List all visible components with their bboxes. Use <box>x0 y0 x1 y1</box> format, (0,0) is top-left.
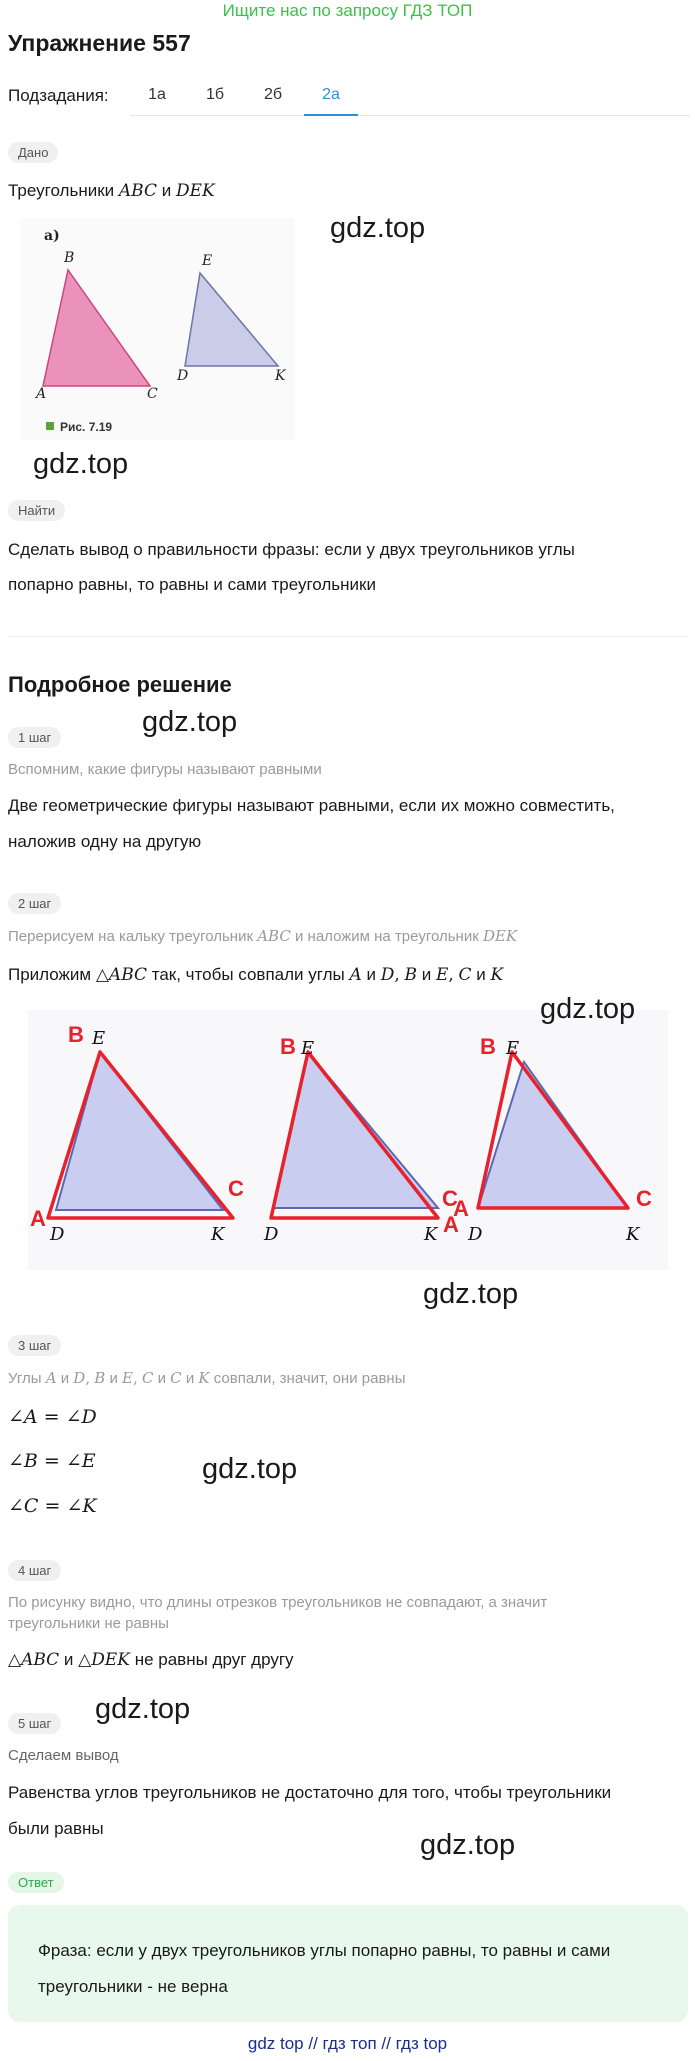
find-line-1: Сделать вывод о правильности фразы: если у двух треугольников углы <box>8 540 575 559</box>
angle-k: K <box>490 965 504 985</box>
step2-hint-prefix: Перерисуем на кальку треугольник <box>8 928 254 945</box>
overlay-figure <box>28 1010 668 1270</box>
step4-line <box>8 1643 294 1677</box>
step2-hint-mid: и наложим на треугольник <box>294 928 479 945</box>
subtask-tabs <box>130 78 690 116</box>
and-word: и <box>476 965 486 984</box>
vertex-d: D <box>177 368 189 384</box>
angle-e: E <box>435 965 449 985</box>
step3-hint-prefix: Углы <box>8 1370 42 1387</box>
label-e-2: E <box>301 1038 315 1059</box>
given-text <box>8 174 215 208</box>
solution-title: Подробное решение <box>8 672 232 697</box>
footer-separator: // <box>381 2034 391 2053</box>
label-d-1: D <box>50 1224 65 1245</box>
step1-line-1: Две геометрические фигуры называют равными, если их можно совместить, <box>8 796 615 815</box>
step2-hint-abc: ABC <box>257 927 291 945</box>
equation-a-d: ∠A = ∠D <box>8 1406 97 1428</box>
figure-caption: Рис. 7.19 <box>60 420 113 434</box>
vertex-b: B <box>64 250 75 266</box>
step1-hint: Вспомним, какие фигуры называют равными <box>8 761 322 778</box>
step2-pill: 2 шаг <box>8 893 61 914</box>
angle-a: A <box>45 1369 57 1387</box>
search-banner: Ищите нас по запросу ГДЗ ТОП <box>222 1 473 20</box>
angle-d: D <box>73 1369 86 1387</box>
answer-line-1: Фраза: если у двух треугольников углы попарно равны, то равны и сами <box>38 1941 611 1960</box>
tab-1a[interactable]: 1а <box>148 86 166 103</box>
step4-hint-line-2: треугольники не равны <box>8 1615 169 1632</box>
angle-a: A <box>349 965 362 985</box>
angle-b: B <box>404 965 417 985</box>
label-d-2: D <box>264 1224 279 1245</box>
footer-link-gdz-top-mixed[interactable]: гдз top <box>395 2034 448 2053</box>
step2-hint <box>8 926 517 947</box>
label-a-1: A <box>30 1206 46 1231</box>
step2-line-abc: ABC <box>108 965 148 985</box>
triangle-symbol: △ <box>95 965 109 985</box>
angle-c: C <box>170 1369 182 1387</box>
label-e-3: E <box>506 1038 520 1059</box>
watermark: gdz.top <box>142 706 238 738</box>
and-word: и <box>109 1370 118 1387</box>
watermark: gdz.top <box>540 993 636 1025</box>
watermark: gdz.top <box>202 1453 298 1485</box>
step2-line: Приложим △ABC так, чтобы совпали углы A и D, B и E, C и K <box>8 965 504 985</box>
step3-pill: 3 шаг <box>8 1335 61 1356</box>
page-title: Упражнение 557 <box>8 30 191 56</box>
angle-b: B <box>94 1369 106 1387</box>
step2-line-mid: так, чтобы совпали углы <box>151 965 345 984</box>
angle-c: C <box>458 965 472 985</box>
and-word: и <box>60 1370 70 1387</box>
triangles-figure <box>20 218 295 440</box>
and-word: и <box>185 1370 195 1387</box>
angle-c: C <box>141 1369 154 1387</box>
label-c-2: C <box>442 1186 458 1211</box>
figure-label: а) <box>44 228 60 244</box>
step5-line-1: Равенства углов треугольников не достаточно для того, чтобы треугольники <box>8 1783 612 1802</box>
label-b-2: B <box>280 1034 296 1059</box>
answer-pill: Ответ <box>8 1872 64 1893</box>
label-b-1: B <box>68 1022 84 1047</box>
label-c-1: C <box>228 1176 244 1201</box>
step2-hint-dek: DEK <box>482 927 518 945</box>
angle-k: K <box>198 1369 210 1387</box>
step5-hint: Сделаем вывод <box>8 1747 119 1764</box>
label-b-3: B <box>480 1034 496 1059</box>
watermark: gdz.top <box>420 1829 516 1861</box>
label-k-1: K <box>211 1224 225 1245</box>
watermark: gdz.top <box>95 1693 191 1725</box>
answer-box <box>8 1905 688 2022</box>
label-c-3: C <box>636 1186 652 1211</box>
given-dek: DEK <box>175 181 215 201</box>
step5-pill: 5 шаг <box>8 1713 61 1734</box>
footer-link-gdz-top[interactable]: gdz top <box>247 2034 304 2053</box>
triangle-abc-text: △ABC <box>8 1650 60 1670</box>
watermark: gdz.top <box>423 1278 519 1310</box>
vertex-e: E <box>202 253 213 269</box>
step3-hint: Углы A и D, B и E, C и C и K совпали, значит, они равны <box>8 1369 406 1387</box>
caption-marker <box>46 422 54 430</box>
tab-1b[interactable]: 1б <box>205 86 225 103</box>
find-pill: Найти <box>8 500 65 521</box>
divider <box>8 636 688 637</box>
and-word: и <box>421 965 432 984</box>
step2-line-prefix: Приложим <box>8 965 92 984</box>
step1-line-2: наложив одну на другую <box>8 832 202 851</box>
answer-line-2: треугольники - не верна <box>38 1977 228 1996</box>
subtasks-label: Подзадания: <box>8 86 109 105</box>
tab-2a[interactable]: 2а <box>304 78 358 116</box>
label-a-3: A <box>453 1196 469 1221</box>
angle-e: E <box>122 1369 133 1387</box>
step4-hint-line-1: По рисунку видно, что длины отрезков треугольников не совпадают, а значит <box>8 1594 548 1611</box>
step1-pill: 1 шаг <box>8 727 61 748</box>
step4-suffix: не равны друг другу <box>134 1650 294 1669</box>
step5-line-2: были равны <box>8 1819 104 1838</box>
footer-separator: // <box>308 2034 318 2053</box>
label-d-3: D <box>468 1224 483 1245</box>
footer-link-gdz-top-ru[interactable]: гдз топ <box>322 2034 377 2053</box>
vertex-k: K <box>275 368 286 384</box>
find-line-2: попарно равны, то равны и сами треугольники <box>8 575 376 594</box>
given-prefix: Треугольники <box>8 181 115 200</box>
and-word: и <box>366 965 376 984</box>
watermark: gdz.top <box>33 448 129 480</box>
label-a-2: A <box>443 1212 459 1237</box>
equation-c-k: ∠C = ∠K <box>8 1495 97 1517</box>
step3-hint-suffix: совпали, значит, они равны <box>213 1370 406 1387</box>
given-and: и <box>161 181 172 200</box>
given-abc: ABC <box>118 181 157 201</box>
triangle-dek-text: △DEK <box>78 1650 130 1670</box>
equation-b-e: ∠B = ∠E <box>8 1450 96 1472</box>
vertex-a: A <box>36 386 47 402</box>
label-e-1: E <box>92 1028 106 1049</box>
given-pill: Дано <box>8 142 58 163</box>
watermark: gdz.top <box>330 212 426 244</box>
step4-pill: 4 шаг <box>8 1560 61 1581</box>
label-k-3: K <box>626 1224 640 1245</box>
footer-links <box>0 2034 695 2054</box>
and-word: и <box>157 1370 166 1387</box>
tab-2b[interactable]: 2б <box>263 86 283 103</box>
and-word: и <box>63 1650 74 1669</box>
vertex-c: C <box>147 386 158 402</box>
label-k-2: K <box>424 1224 438 1245</box>
angle-d: D <box>380 965 395 985</box>
